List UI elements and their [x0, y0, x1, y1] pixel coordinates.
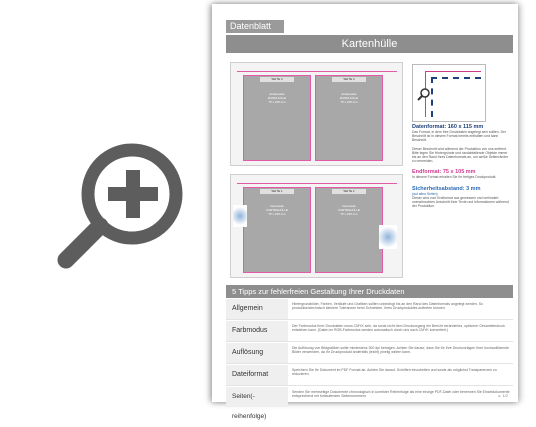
- tip-row: [226, 321, 513, 342]
- panel-dim: 75 x 105 mm: [340, 100, 358, 104]
- dimension-line: [237, 71, 397, 72]
- zoom-in-icon: [44, 130, 204, 290]
- tip-text: Hintergrundbilder, Farben, Verläufe und Grafiken sollten unbedingt bis an den Rand des Datenformats angelegt werden. So produktionstechnisch kleinere Toleranzen beim Schneiden. Ihres Druckproduktes auftreten können.: [292, 302, 484, 311]
- dimension-line: [237, 183, 397, 184]
- tip-label: Auflösung: [226, 343, 288, 363]
- tip-row: [226, 365, 513, 386]
- magnifier-icon: [417, 87, 431, 101]
- panel-id: SEITE 4: [332, 77, 366, 82]
- detail-thumbnail: [412, 64, 486, 122]
- tip-text: Die Auflösung von Bildgrafiken sollte mindestens 300 dpi betragen. Achten Sie darauf, dass Sie für Ihre Druckvorlagen ihrer hochauflösende Bilder verwenden, da Ihr Druckprodukt anderfalls (leicht) pixelig wirken kann.: [292, 346, 509, 355]
- panel-sub: KARTENHÜLLE: [266, 208, 288, 212]
- end-format-text: In diesem Format erhalten Sie Ihr fertiges Druckprodukt.: [412, 175, 497, 180]
- panel-sub: RANDHÜLLE: [339, 96, 359, 100]
- panel-bottom-right: [315, 187, 383, 273]
- page-title: Kartenhülle: [226, 35, 513, 53]
- zoom-in-button[interactable]: [44, 130, 204, 290]
- panel-top-right: [315, 75, 383, 161]
- panel-label: Außenseite: [269, 92, 285, 96]
- page-number: s. 1/2: [498, 393, 508, 398]
- panel-id: SEITE 1: [260, 189, 294, 194]
- panel-id: SEITE 3: [260, 77, 294, 82]
- panel-sub: KARTENHÜLLE: [338, 208, 360, 212]
- safety-sub: (auf allen Seiten): [412, 191, 438, 196]
- spec-outside: [230, 62, 403, 166]
- cloud-illustration: [233, 205, 247, 227]
- tip-text: Der Farbmodus Ihrer Druckdaten muss CMYK sein, da sonst nicht dem Druckvorgang ein Bericht verändertes, optischer Gesamteindruck entstehen kann. (Daten im RGB-Farbmodus werden automatisch durch uns nach CMYK konvertiert.): [292, 324, 505, 333]
- panel-top-left: [243, 75, 311, 161]
- panel-label: Innenseite: [270, 204, 284, 208]
- panel-label: Außenseite: [341, 92, 357, 96]
- info-column: [412, 124, 510, 208]
- datasheet-tab: Datenblatt: [226, 20, 284, 33]
- tip-row: [226, 343, 513, 364]
- panel-dim: 75 x 105 mm: [340, 212, 358, 216]
- tip-label: Farbmodus: [226, 321, 288, 341]
- data-format-text-2: Dieser Beschnitt wird während der Produktion von uns entfernt. Bitte legen Sie Hintergründe und randabfallende Objekte immer bis an den Rand Ihres Datenformats an, um weiße Seitenränder zu vermeiden.: [412, 146, 509, 164]
- panel-dim: 75 x 105 mm: [268, 212, 286, 216]
- spec-inside: [230, 174, 403, 278]
- tip-label: Dateiformat: [226, 365, 288, 385]
- end-format-title: Endformat: 75 x 105 mm: [412, 169, 476, 176]
- tips-header: 5 Tipps zur fehlerfreien Gestaltung Ihrer Druckdaten: [226, 285, 513, 298]
- panel-sub: RANDHÜLLE: [267, 96, 287, 100]
- tip-row: [226, 387, 513, 420]
- tip-text: Senden Sie mehrseitige Dokumente chronologisch in korrekter Reihenfolge als eine einzige PDF-Datei oder benennen Sie Einzeldokumente entsprechend mit fortlaufenden Seitennummern.: [292, 390, 510, 399]
- end-format-marker: [425, 71, 481, 117]
- panel-id: SEITE 2: [332, 189, 366, 194]
- tip-label: Allgemein: [226, 299, 288, 319]
- datasheet-page: [212, 4, 518, 420]
- data-format-text: Das Format, in dem Ihre Druckdaten angelegt sein sollten. Der Beschnitt ist in diesem Format bereits enthalten und kann Beschnitt.: [412, 130, 507, 143]
- tip-row: [226, 299, 513, 320]
- data-format-title: Datenformat: 160 x 115 mm: [412, 124, 484, 130]
- panel-dim: 75 x 105 mm: [268, 100, 286, 104]
- cloud-illustration: [379, 225, 397, 249]
- panel-label: Innenseite: [342, 204, 356, 208]
- safety-text: Dieser wird vom Endformat aus gemessen und verhindert unerwünschten Anschnitt Ihrer Texte und Informationen während der Produktion.: [412, 195, 509, 209]
- panel-bottom-left: [243, 187, 311, 273]
- tip-text: Speichern Sie Ihr Dokument im PDF Format ab. Achten Sie darauf, Schriften einzubetten und sowie als möglichst Transparenzen zu reduzieren.: [292, 368, 497, 377]
- safety-title: Sicherheitsabstand: 3 mm: [412, 185, 481, 192]
- tip-label: Seiten(-reihenfolge): [226, 387, 288, 407]
